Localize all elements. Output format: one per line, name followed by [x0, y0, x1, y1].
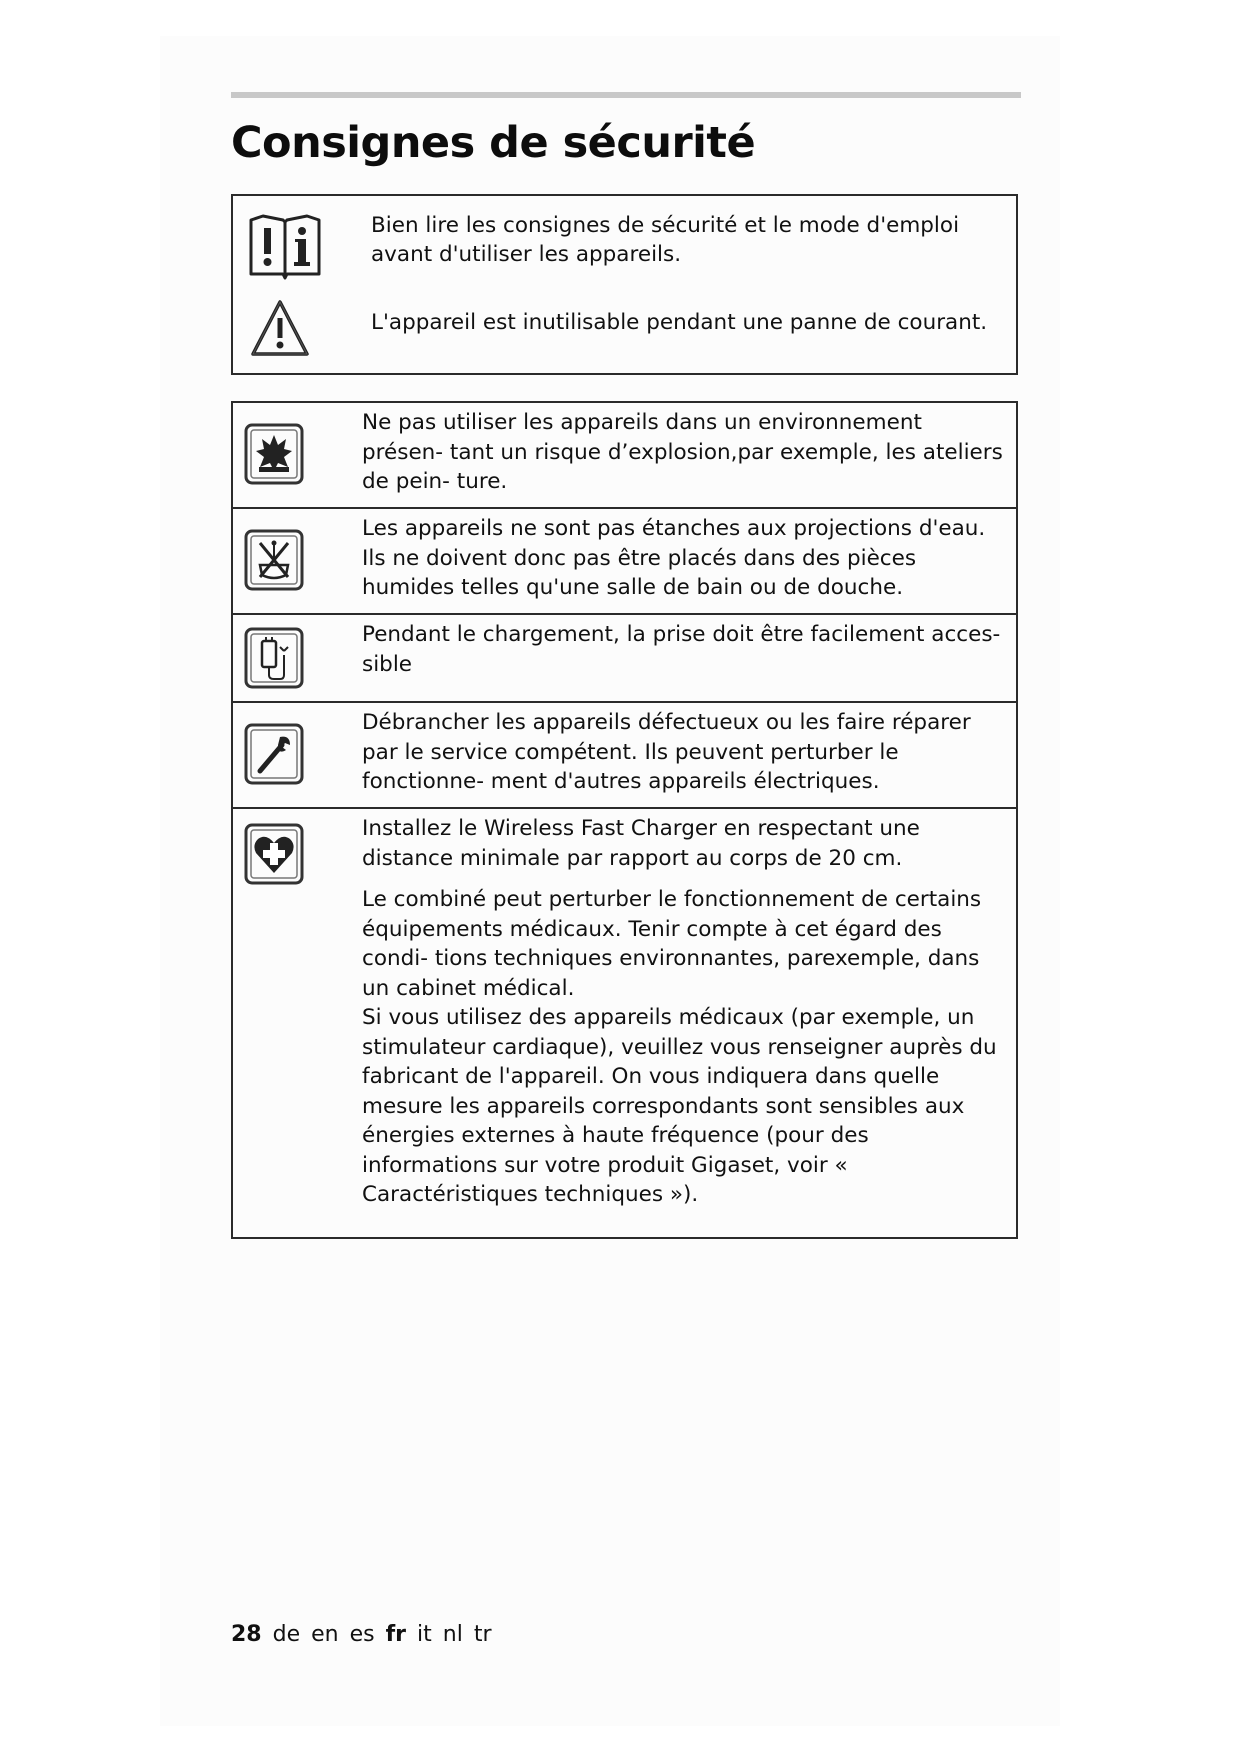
read-manual-icon [247, 212, 323, 280]
language-link-nl[interactable]: nl [442, 1622, 463, 1647]
top-rule [231, 92, 1021, 98]
safety-instructions-table [231, 401, 1018, 1239]
language-link-fr[interactable]: fr [385, 1622, 407, 1647]
table-row [233, 509, 1016, 615]
table-row [233, 403, 1016, 509]
safety-text: Installez le Wireless Fast Charger en respectant une distance minimale par rapport au corps de 20 cm. [362, 816, 920, 871]
safety-text: Pendant le chargement, la prise doit être facilement acces- sible [362, 622, 1001, 677]
safety-text: Si vous utilisez des appareils médicaux (par exemple, un stimulateur cardiaque), veuillez vous renseigner auprès du fabricant de l'appareil. On vous indiquera dans quelle mesure les appareils correspondants sont sensibles aux énergies externes à haute fréquence (pour des informations sur votre produit Gigaset, voir « Caractéristiques techniques »). [362, 1005, 997, 1207]
language-link-tr[interactable]: tr [473, 1622, 492, 1647]
table-row [233, 809, 1016, 1239]
power-plug-icon [244, 627, 304, 689]
table-row [233, 703, 1016, 809]
table-row [233, 615, 1016, 703]
page-footer [231, 1622, 496, 1647]
safety-text: Ne pas utiliser les appareils dans un environnement présen- tant un risque d’explosion,par exemple, les ateliers de pein- ture. [362, 410, 1003, 494]
medical-heart-icon [244, 823, 304, 885]
page-title: Consignes de sécurité [231, 118, 756, 168]
no-bath-icon [244, 529, 304, 591]
safety-text: Les appareils ne sont pas étanches aux projections d'eau. Ils ne doivent donc pas être placés dans des pièces humides telles qu'une salle de bain ou de douche. [362, 516, 986, 600]
language-link-de[interactable]: de [272, 1622, 301, 1647]
page-number: 28 [231, 1622, 262, 1647]
safety-row [233, 196, 1016, 296]
safety-text: Le combiné peut perturber le fonctionnement de certains équipements médicaux. Tenir compte à cet égard des condi- tions techniques environnantes, parexemple, dans un cabinet médical. [362, 887, 982, 1001]
safety-text-block [362, 814, 1004, 1210]
general-safety-box [231, 194, 1018, 375]
safety-row [233, 296, 1016, 375]
safety-text: Débrancher les appareils défectueux ou les faire réparer par le service compétent. Ils peuvent perturber le fonctionne- ment d'autres appareils électriques. [362, 710, 971, 794]
language-link-it[interactable]: it [417, 1622, 432, 1647]
explosion-hazard-icon [244, 423, 304, 485]
safety-text: L'appareil est inutilisable pendant une panne de courant. [371, 310, 988, 335]
wrench-icon [244, 723, 304, 785]
language-link-en[interactable]: en [311, 1622, 339, 1647]
language-link-es[interactable]: es [349, 1622, 375, 1647]
warning-triangle-icon [249, 298, 311, 358]
safety-text: Bien lire les consignes de sécurité et le mode d'emploi avant d'utiliser les appareils. [371, 213, 960, 267]
